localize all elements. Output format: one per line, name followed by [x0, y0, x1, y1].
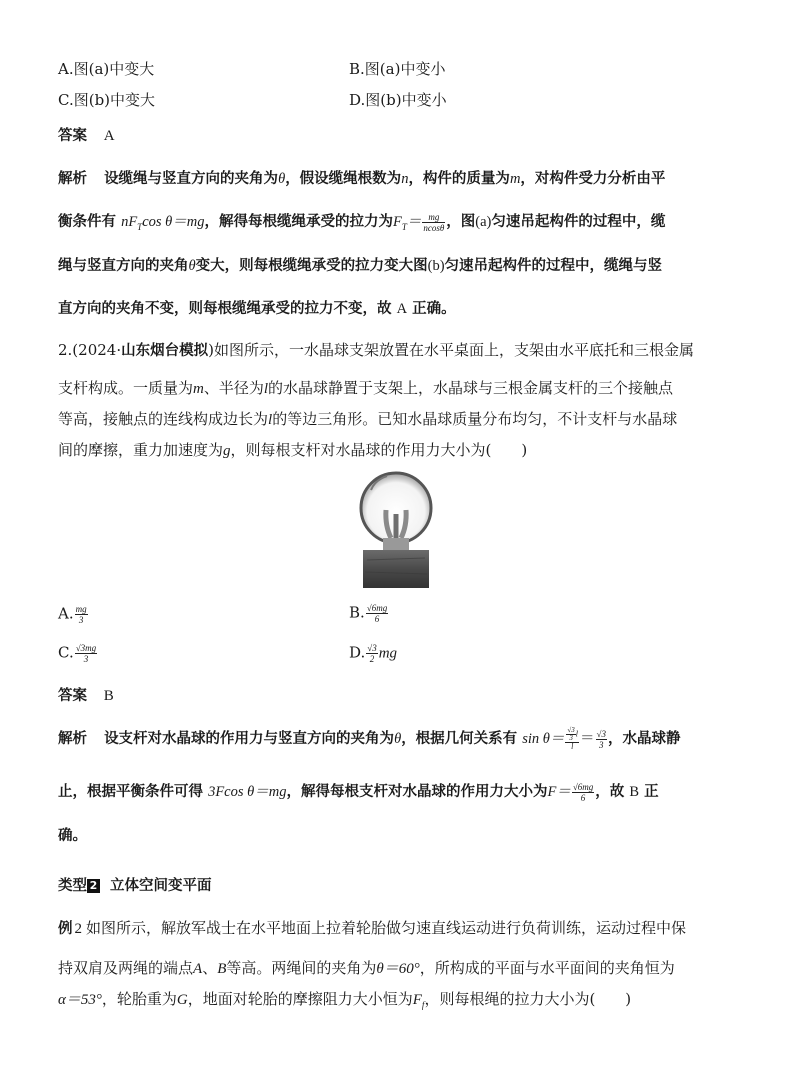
- math-theta: θ: [278, 171, 286, 187]
- analysis-text: 衡条件有: [58, 214, 116, 230]
- analysis-text: 匀速吊起构件的过程中，缆: [491, 214, 666, 230]
- fraction-denominator: 2: [369, 654, 375, 664]
- math-term: F: [412, 992, 422, 1008]
- answer-ref: A: [396, 301, 408, 317]
- option-a[interactable]: [58, 604, 89, 625]
- math-term: l: [575, 729, 578, 739]
- fraction-denominator: 6: [580, 792, 586, 803]
- analysis-text: 设缆绳与竖直方向的夹角为: [104, 171, 279, 187]
- question-text: )如图所示，一水晶球支架放置在水平桌面上，支架由水平底托和三根金属: [208, 341, 694, 359]
- analysis-line: [58, 824, 87, 845]
- option-label: C.: [58, 643, 74, 662]
- analysis-text: 直方向的夹角不变，则每根缆绳承受的拉力不变，故: [58, 301, 392, 317]
- example-line: [58, 917, 686, 938]
- option-c[interactable]: [58, 643, 98, 664]
- fraction-denominator: 3: [598, 739, 604, 750]
- fraction: [366, 603, 388, 624]
- fraction-numerator: √3: [567, 726, 575, 734]
- math-term: ＝: [406, 214, 422, 230]
- math-term: F: [393, 214, 402, 230]
- fraction-denominator: 3: [569, 734, 573, 742]
- question-text: 、半径为: [203, 379, 264, 397]
- question-line: [58, 408, 677, 429]
- answer-ref: B: [629, 784, 640, 800]
- math-sub: T: [137, 221, 143, 232]
- example-number: 2: [74, 921, 82, 937]
- fraction: [422, 212, 445, 233]
- math-m: m: [193, 381, 204, 397]
- math-theta: θ: [394, 731, 402, 747]
- answer-line: [58, 684, 114, 705]
- answer-value: A: [103, 128, 115, 144]
- question-text: 的等边三角形。已知水晶球质量分布均匀，不计支杆与水晶球: [272, 410, 678, 428]
- math-n: n: [401, 171, 409, 187]
- question-text: ，则每根支杆对水晶球的作用力大小为( ): [230, 441, 528, 459]
- option-b[interactable]: [349, 603, 389, 624]
- question-line: [58, 439, 527, 460]
- analysis-text: 确。: [58, 828, 87, 844]
- option-tail: mg: [378, 645, 398, 662]
- option-label: B.: [349, 603, 365, 622]
- fraction-numerator: √6mg: [572, 781, 594, 792]
- analysis-line: [58, 297, 456, 318]
- fraction-numerator: √3: [367, 643, 377, 653]
- analysis-text: 变大，则每根缆绳承受的拉力变大: [195, 258, 414, 274]
- question-source: 山东烟台模拟: [121, 343, 209, 359]
- question-line: [58, 377, 673, 398]
- math-g: g: [223, 443, 231, 459]
- example-label: 例: [58, 921, 73, 937]
- fraction: [366, 643, 377, 664]
- example-text: ，地面对轮胎的摩擦阻力大小恒为: [187, 990, 413, 1008]
- analysis-text: 设支杆对水晶球的作用力与竖直方向的夹角为: [104, 731, 395, 747]
- analysis-text: 正: [644, 784, 659, 800]
- answer-label: 答案: [58, 128, 87, 144]
- analysis-text: ，解得每根缆绳承受的拉力为: [204, 214, 393, 230]
- analysis-text: ，故: [595, 784, 625, 800]
- analysis-text: ，构件的质量为: [408, 171, 510, 187]
- example-text: ，轮胎重为: [101, 990, 177, 1008]
- inner-fraction: [566, 727, 575, 742]
- analysis-text: 止，根据平衡条件可得: [58, 784, 203, 800]
- math-expr: sin θ＝: [522, 731, 565, 747]
- fraction-denominator: 6: [374, 614, 380, 624]
- fraction-denominator: ncosθ: [423, 222, 445, 233]
- option-label: A.: [58, 604, 74, 623]
- analysis-line: [58, 167, 665, 188]
- section-heading: [58, 874, 212, 895]
- section-label: 类型: [58, 878, 87, 894]
- math-G: G: [176, 992, 188, 1008]
- question-text: 支杆构成。一质量为: [58, 379, 194, 397]
- question-text: 的水晶球静置于支架上，水晶球与三根金属支杆的三个接触点: [268, 379, 674, 397]
- analysis-text: 绳与竖直方向的夹角: [58, 258, 189, 274]
- analysis-line: [58, 210, 665, 233]
- math-expr: θ＝60°: [376, 961, 420, 977]
- rod-holder: [383, 538, 409, 550]
- math-term: cos θ＝mg: [142, 214, 205, 230]
- fraction-numerator: √3: [596, 728, 606, 739]
- option-d[interactable]: [349, 643, 397, 664]
- analysis-text: ，假设缆绳根数为: [285, 171, 402, 187]
- analysis-label: 解析: [58, 731, 87, 747]
- analysis-text: ，图: [446, 214, 476, 230]
- math-theta: θ: [188, 258, 196, 274]
- fraction-numerator: √3mg: [75, 643, 97, 653]
- math-expr: 3Fcos θ＝mg: [208, 784, 287, 800]
- analysis-line: [58, 727, 680, 751]
- question-number: 2.(2024·: [58, 341, 122, 359]
- analysis-text: ，对构件受力分析由平: [520, 171, 666, 187]
- math-l: l: [263, 381, 269, 397]
- fraction-denominator: 3: [83, 654, 89, 664]
- fraction-numerator: mg: [75, 604, 87, 614]
- question-text: 等高，接触点的连线构成边长为: [58, 410, 269, 428]
- analysis-line: [58, 780, 659, 803]
- question-line: [58, 339, 694, 360]
- math-term: nF: [121, 214, 138, 230]
- analysis-text: 匀速吊起构件的过程中，缆绳与竖: [444, 258, 663, 274]
- fraction-numerator: √6mg: [366, 603, 388, 613]
- analysis-text: ，解得每根支杆对水晶球的作用力大小为: [286, 784, 548, 800]
- compound-fraction: [565, 727, 579, 751]
- option-label: D.: [349, 643, 366, 662]
- math-m: m: [509, 171, 521, 187]
- crystal-ball-figure: [357, 468, 435, 592]
- answer-value: B: [103, 688, 114, 704]
- fraction-numerator: mg: [422, 212, 445, 223]
- analysis-text: ，根据几何关系有: [401, 731, 518, 747]
- math-expr: α＝53°: [58, 992, 102, 1008]
- example-text: ，所构成的平面与水平面间的夹角恒为: [419, 959, 675, 977]
- example-line: [58, 957, 675, 978]
- fraction: [75, 643, 97, 664]
- answer-label: 答案: [58, 688, 87, 704]
- math-l: l: [268, 412, 273, 428]
- math-term: ＝: [580, 731, 595, 747]
- analysis-label: 解析: [58, 171, 87, 187]
- fig-ref: (b): [427, 258, 445, 274]
- fraction-denominator: 3: [78, 615, 84, 625]
- fraction: [75, 604, 88, 625]
- fraction-denominator: l: [571, 742, 574, 751]
- math-F: [393, 214, 421, 230]
- analysis-text: 正确。: [412, 301, 456, 317]
- example-text: 持双肩及两绳的端点: [58, 959, 194, 977]
- analysis-text: 图: [413, 258, 428, 274]
- example-text: 、: [202, 959, 218, 977]
- analysis-line: [58, 254, 662, 275]
- fraction: [596, 729, 607, 750]
- example-text: ，则每根绳的拉力大小为( ): [424, 990, 632, 1008]
- math-sub: f: [421, 1000, 425, 1010]
- option-c[interactable]: C.图(b)中变大: [58, 91, 156, 109]
- example-line: [58, 988, 631, 1010]
- math-F: F＝: [547, 784, 571, 800]
- math-expr: [121, 214, 204, 230]
- math-A: A: [193, 961, 203, 977]
- math-B: B: [217, 961, 227, 977]
- example-text: 如图所示，解放军战士在水平地面上拉着轮胎做匀速直线运动进行负荷训练，运动过程中保: [86, 919, 687, 937]
- fig-ref: (a): [475, 214, 492, 230]
- section-number-badge: 2: [87, 879, 100, 893]
- option-b[interactable]: B.图(a)中变小: [349, 60, 446, 78]
- example-text: 等高。两绳间的夹角为: [226, 959, 377, 977]
- answer-line: [58, 124, 115, 145]
- analysis-text: ，水晶球静: [607, 731, 681, 747]
- section-title: 立体空间变平面: [110, 878, 212, 894]
- option-a[interactable]: A.图(a)中变大: [58, 60, 155, 78]
- question-text: 间的摩擦，重力加速度为: [58, 441, 224, 459]
- fraction: [572, 782, 594, 803]
- math-Ff: [413, 992, 425, 1008]
- math-sub: T: [401, 221, 407, 232]
- option-d[interactable]: D.图(b)中变小: [349, 91, 447, 109]
- fraction-numerator: [565, 727, 579, 743]
